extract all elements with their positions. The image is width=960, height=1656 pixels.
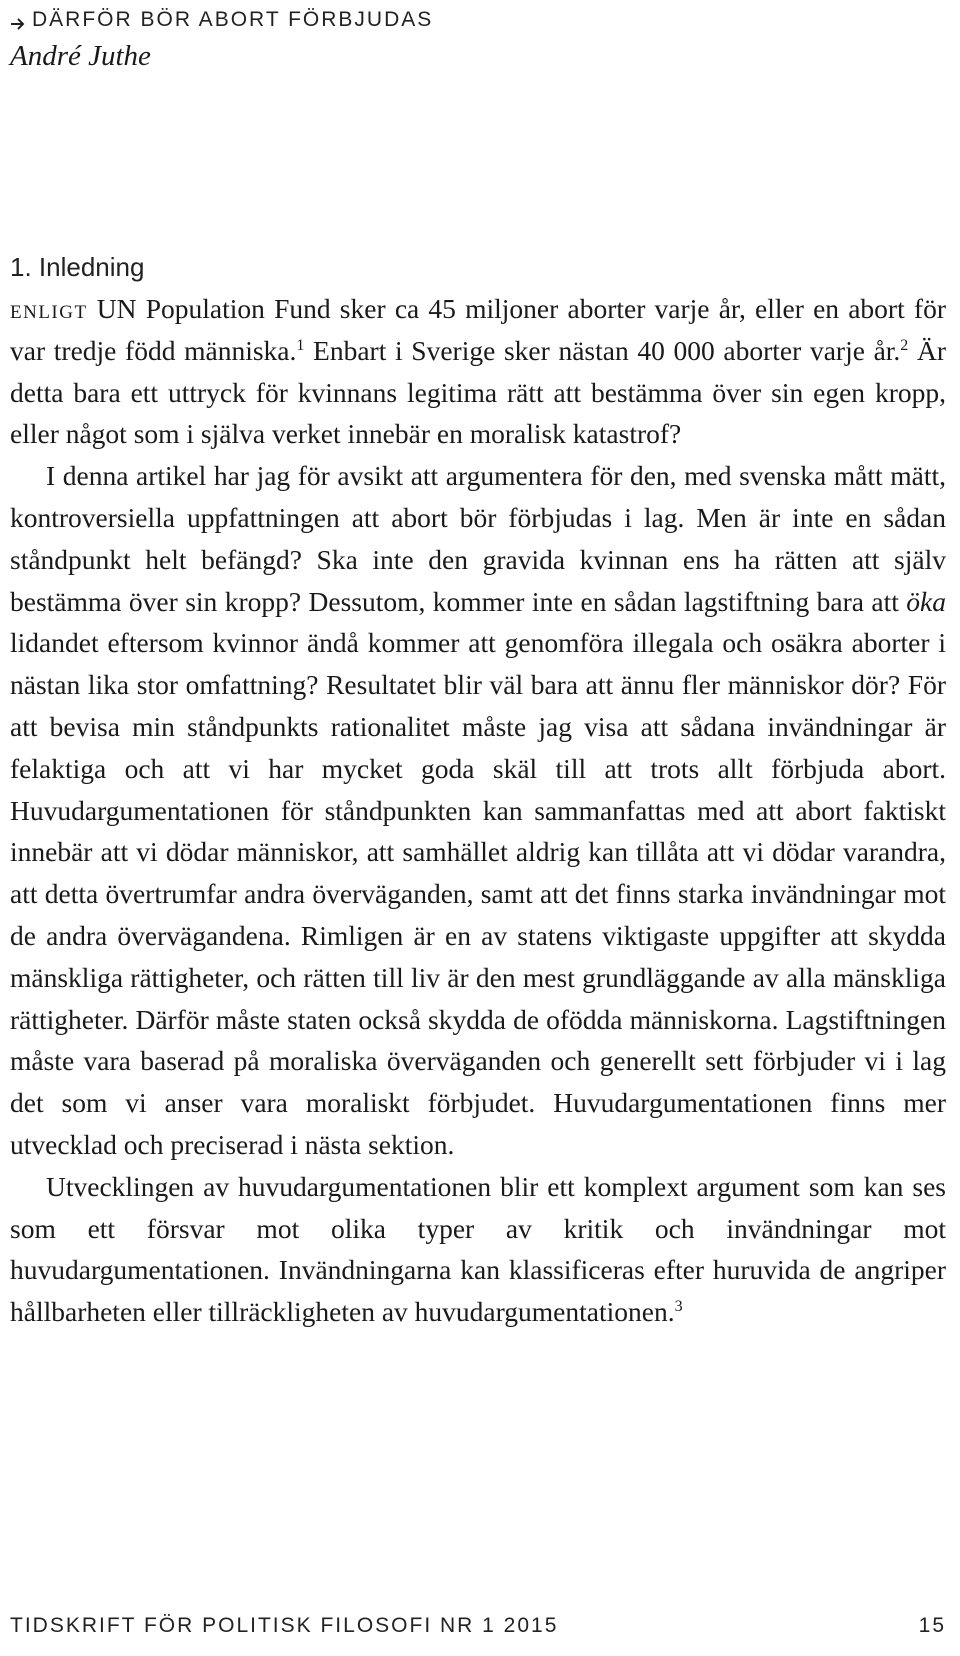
- paragraph-text: lidandet eftersom kvinnor ändå kommer att genomföra illegala och osäkra aborter i nästan lika stor omfattning? Resultatet blir väl bara att ännu fler människor dör? För att bevisa min ståndpunkts rationalitet måste jag visa att sådana invändningar är felaktiga och att vi har mycket goda skäl till att trots allt förbjuda abort. Huvudargumentationen för ståndpunkten kan sammanfattas med att abort faktiskt innebär att vi dödar människor, att samhället aldrig kan tillåta att vi dödar varandra, att detta övertrumfar andra överväganden, samt att det finns starka invändningar mot de andra övervägandena. Rimligen är en av statens viktigaste uppgifter att skydda mänskliga rättigheter, och rätten till liv är den mest grundläggande av alla mänskliga rättigheter. Därför måste staten också skydda de ofödda människorna. Lagstiftningen måste vara baserad på moraliska överväganden och generellt sett förbjuder vi i lag det som vi anser vara moraliskt förbjudet. Huvudargumentationen finns mer utvecklad och preciserad i nästa sektion.: [10, 627, 946, 1160]
- paragraph-text: UN Population Fund sker ca 45 miljoner aborter varje år, eller en abort för var tredje född människa.: [10, 293, 946, 366]
- paragraph-2: [10, 455, 946, 1166]
- paragraph-text: Utvecklingen av huvudargumentationen blir ett komplext argument som kan ses som ett försvar mot olika typer av kritik och invändningar mot huvudargumentationen. Invändningarna kan klassificeras efter huruvida de angriper hållbarheten eller tillräckligheten av huvudargumentationen.: [10, 1170, 946, 1328]
- paragraph-text: Enbart i Sverige sker nästan 40 000 aborter varje år.: [304, 334, 901, 366]
- article-body: [10, 288, 946, 1333]
- journal-title: TIDSKRIFT FÖR POLITISK FILOSOFI NR 1 2015: [10, 1614, 559, 1637]
- arrow-right-icon: [10, 12, 26, 28]
- article-header: [10, 6, 433, 76]
- page-number: 15: [918, 1614, 946, 1637]
- paragraph-1: [10, 288, 946, 455]
- footnote-ref: 3: [674, 1297, 683, 1315]
- paragraph-text: Är detta bara ett uttryck för kvinnans legitima rätt att bestämma över sin egen kropp, eller något som i själva verket innebär en moralisk katastrof?: [10, 334, 946, 450]
- article-kicker: [10, 6, 433, 34]
- footnote-ref: 1: [296, 336, 305, 354]
- footnote-ref: 2: [900, 336, 909, 354]
- section-heading: 1. Inledning: [10, 252, 145, 282]
- page-footer: [10, 1612, 946, 1640]
- article-kicker-text: DÄRFÖR BÖR ABORT FÖRBJUDAS: [32, 8, 434, 31]
- emphasis-text: öka: [906, 585, 946, 617]
- article-author: André Juthe: [10, 40, 151, 72]
- paragraph-text: I denna artikel har jag för avsikt att argumentera för den, med svenska mått mätt, kontroversiella uppfattningen att abort bör förbjudas i lag. Men är inte en sådan ståndpunkt helt befängd? Ska inte den gravida kvinnan ens ha rätten att själv bestämma över sin kropp? Dessutom, kommer inte en sådan lagstiftning bara att: [10, 460, 946, 617]
- lead-smallcaps: enligt: [10, 293, 88, 324]
- paragraph-3: [10, 1166, 946, 1333]
